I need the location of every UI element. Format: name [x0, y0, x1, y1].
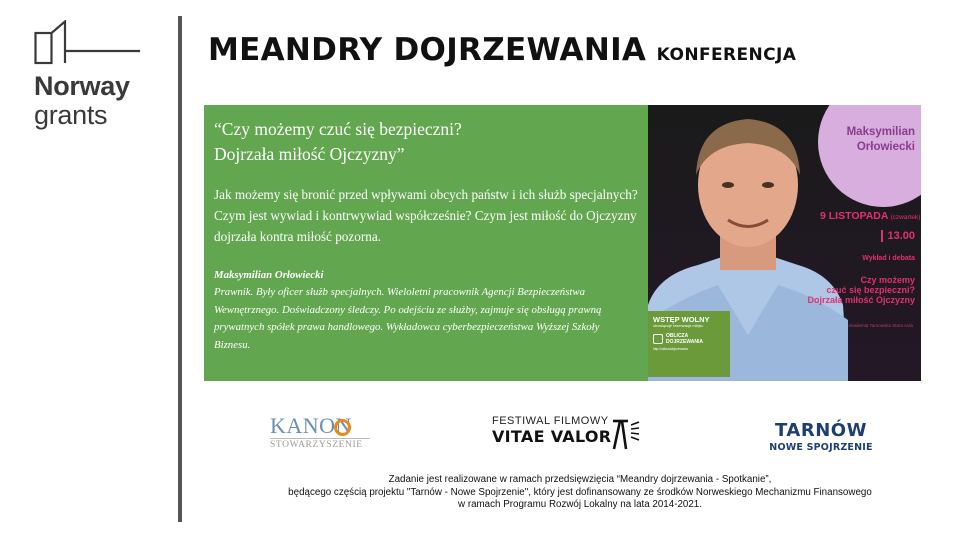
title-main: MEANDRY DOJRZEWANIA	[208, 32, 647, 68]
vitae-top: FESTIWAL FILMOWY	[492, 415, 609, 427]
poster-name-last: Orłowiecki	[856, 141, 915, 153]
free-entry-note: obowiązuje rezerwacja miejsc	[653, 324, 704, 328]
oblicza-url: http://obliczadojrzewania	[653, 347, 688, 351]
tarnow-logo	[766, 420, 876, 453]
lecture-question-line2: Dojrzała miłość Ojczyzny”	[214, 144, 405, 164]
poster-date-text: 9 LISTOPADA	[820, 210, 889, 222]
kanon-word: KANON	[270, 413, 352, 438]
funding-note-line1: Zadanie jest realizowane w ramach przedsięwzięcia “Meandry dojrzewania - Spotkanie”,	[388, 474, 772, 485]
logo-word-grants: grants	[34, 100, 108, 130]
oblicza-word2: DOJRZEWANIA	[666, 339, 703, 345]
poster-time: 13.00	[881, 230, 915, 242]
oblicza-logo	[653, 333, 725, 345]
title-sub: KONFERENCJA	[656, 45, 797, 65]
logo-word-norway: Norway	[34, 71, 130, 101]
oblicza-logo-text	[666, 333, 703, 345]
oblicza-word1: OBLICZA	[666, 333, 689, 339]
norway-grants-logo	[34, 20, 154, 130]
poster-question-line2: czuć się bezpieczni?	[826, 285, 915, 295]
speaker-bio: Prawnik. Były oficer służb specjalnych. Wieloletni pracownik Agencji Bezpieczeństwa Wewnętrznego. Doświadczony śledczy. Po odejściu ze służby, zajmuje się obsługą prawną prywatnych spółek prawa handlowego. Wykładowca cyberbezpieczeństwa Wyższej Szkoły Biznesu.	[214, 286, 602, 351]
poster-question	[805, 275, 915, 305]
lecture-info-panel	[204, 105, 648, 381]
poster-question-line1: Czy możemy	[860, 275, 915, 285]
speaker-name: Maksymilian Orłowiecki	[214, 269, 324, 281]
kanon-logo	[270, 415, 370, 451]
film-projector-icon	[610, 417, 640, 451]
oblicza-logo-icon	[653, 334, 663, 344]
free-entry-box	[648, 311, 730, 377]
vitae-valor-logo	[492, 415, 642, 455]
norway-grants-mark-icon	[34, 20, 140, 66]
free-entry-title: WSTĘP WOLNY	[653, 315, 710, 324]
vertical-divider	[178, 16, 182, 522]
poster-name-first: Maksymilian	[846, 126, 915, 138]
poster-lecture-type: Wykład i debata	[862, 255, 915, 262]
poster-speaker-name	[805, 125, 915, 155]
lecture-question-line1: “Czy możemy czuć się bezpieczni?	[214, 119, 462, 139]
funding-note	[230, 474, 930, 512]
tarnow-sub: NOWE SPOJRZENIE	[769, 442, 873, 453]
vitae-bottom: VITAE VALOR	[492, 427, 612, 446]
kanon-sub: STOWARZYSZENIE	[270, 438, 370, 450]
page-title	[208, 32, 796, 68]
tarnow-word: TARNÓW	[775, 420, 867, 441]
poster-day: (czwartek)	[890, 214, 921, 221]
event-poster	[648, 105, 921, 381]
poster-date	[820, 210, 920, 222]
funding-note-line3: w ramach Programu Rozwój Lokalny na lata 2014-2021.	[458, 499, 702, 510]
lecture-description: Jak możemy się bronić przed wpływami obcych państw i ich służb specjalnych? Czym jest wywiad i kontrwywiad współcześnie? Czym jest miłość do Ojczyzny dojrzała kontra miłość pozorna.	[214, 187, 638, 244]
poster-venue: Akademia Tarnowska Stara Aula	[848, 323, 913, 328]
funding-note-line2: będącego częścią projektu "Tarnów - Nowe Spojrzenie", który jest dofinansowany ze środków Norweskiego Mechanizmu Finansowego	[288, 486, 872, 498]
poster-question-line3: Dojrzała miłość Ojczyzny	[807, 295, 915, 305]
kanon-ring-icon	[334, 419, 351, 436]
